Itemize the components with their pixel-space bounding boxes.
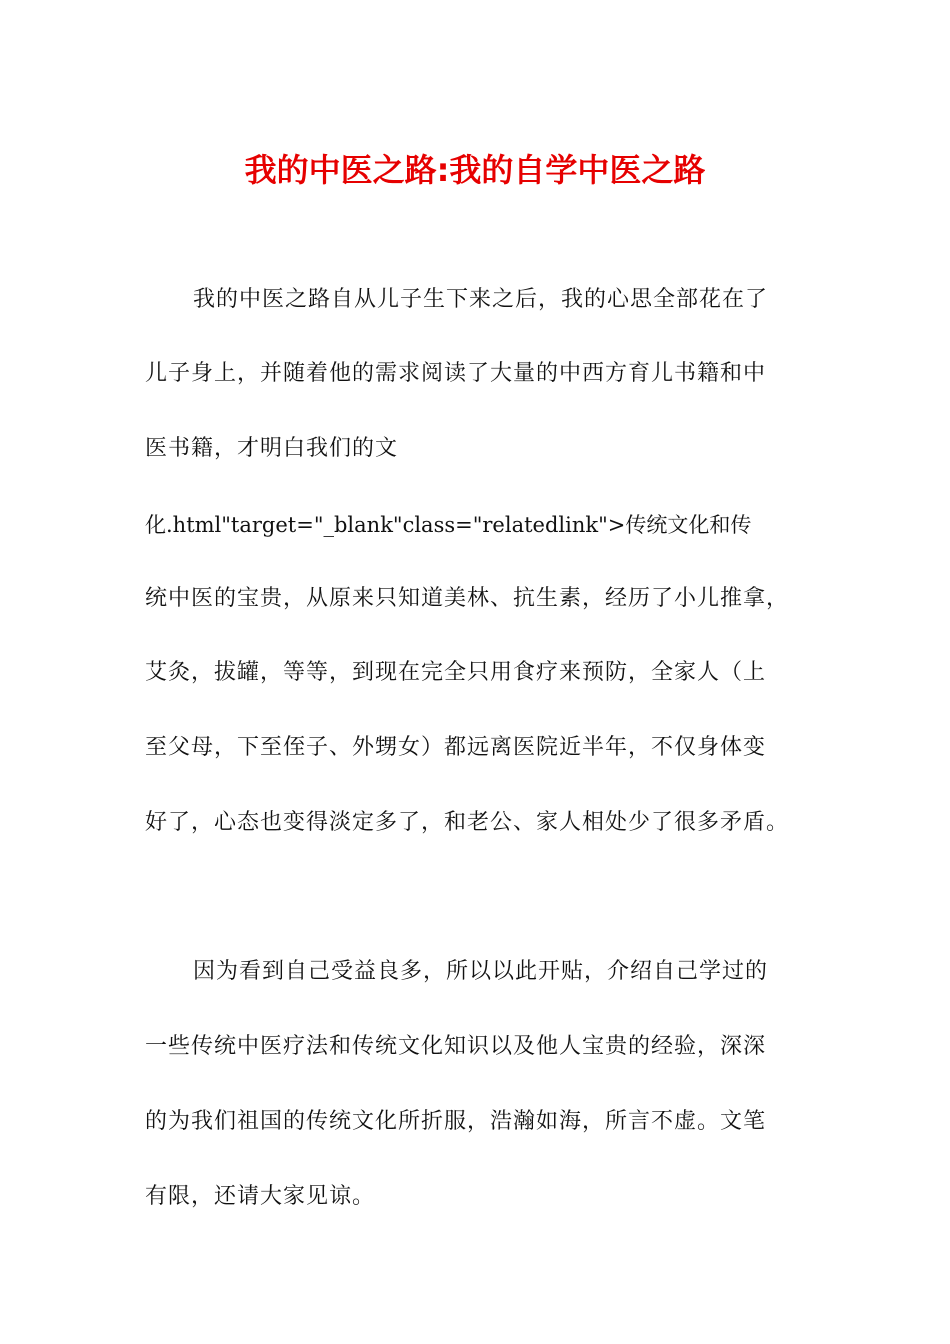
paragraph-line: 好了，心态也变得淡定多了，和老公、家人相处少了很多矛盾。 — [145, 810, 790, 835]
paragraph-line: 艾灸，拔罐，等等，到现在完全只用食疗来预防，全家人（上 — [145, 660, 767, 685]
paragraph-line: 的为我们祖国的传统文化所折服，浩瀚如海，所言不虚。文笔 — [145, 1109, 767, 1134]
paragraph-line: 我的中医之路自从儿子生下来之后，我的心思全部花在了 — [193, 287, 769, 312]
paragraph-line: 有限，还请大家见谅。 — [145, 1184, 376, 1209]
paragraph-line: 化.html"target="_blank"class="relatedlink">传统文化和传 — [145, 513, 752, 537]
paragraph-line: 因为看到自己受益良多，所以以此开贴，介绍自己学过的 — [193, 959, 769, 984]
document-title: 我的中医之路:我的自学中医之路 — [244, 151, 706, 189]
paragraph-line: 儿子身上，并随着他的需求阅读了大量的中西方育儿书籍和中 — [145, 361, 767, 386]
paragraph-line: 医书籍，才明白我们的文 — [145, 436, 399, 461]
paragraph-line: 至父母，下至侄子、外甥女）都远离医院近半年，不仅身体变 — [145, 735, 767, 760]
paragraph-line: 一些传统中医疗法和传统文化知识以及他人宝贵的经验，深深 — [145, 1034, 767, 1059]
paragraph-line: 统中医的宝贵，从原来只知道美林、抗生素，经历了小儿推拿， — [145, 586, 790, 611]
